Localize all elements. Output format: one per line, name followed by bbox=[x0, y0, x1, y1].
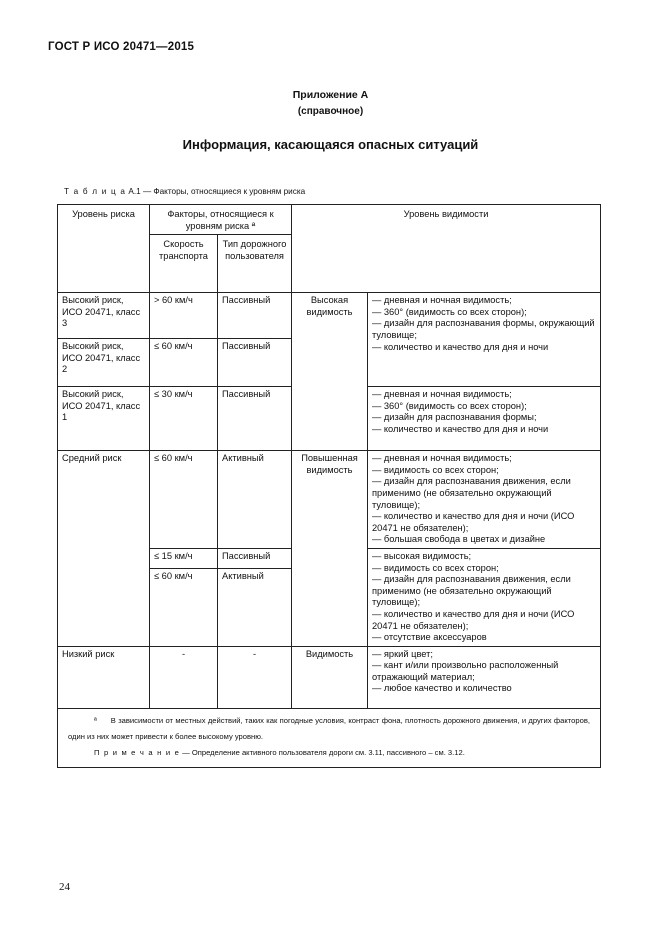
footnote-mark: ª bbox=[94, 715, 97, 725]
header-factors: Факторы, относящиеся к уровням риска ª bbox=[150, 205, 292, 235]
list-item: — количество и качество для дня и ночи bbox=[372, 423, 549, 434]
visibility-high-cell: Высокая видимость bbox=[292, 293, 368, 451]
table-caption bbox=[64, 187, 305, 196]
speed-cell: > 60 км/ч bbox=[150, 293, 218, 339]
requirements-list bbox=[368, 387, 601, 451]
list-item: — кант и/или произвольно расположенный отражающий материал; bbox=[372, 660, 559, 682]
requirements-list bbox=[368, 646, 601, 708]
list-item: — дизайн для распознавания формы, окружающий туловище; bbox=[372, 318, 595, 340]
list-item: — высокая видимость; bbox=[372, 550, 472, 561]
visibility-increased-cell: Повышенная видимость bbox=[292, 451, 368, 647]
note-text: — Определение активного пользователя дороги см. 3.11, пассивного – см. 3.12. bbox=[182, 747, 465, 757]
table-caption-prefix: Т а б л и ц а bbox=[64, 187, 127, 196]
risk-cell: Высокий риск, ИСО 20471, класс 3 bbox=[58, 293, 150, 339]
table-row bbox=[58, 646, 601, 708]
risk-cell: Средний риск bbox=[58, 451, 150, 647]
list-item: — дизайн для распознавания формы; bbox=[372, 412, 537, 423]
risk-factors-table bbox=[57, 204, 601, 768]
risk-cell: Низкий риск bbox=[58, 646, 150, 708]
list-item: — яркий цвет; bbox=[372, 648, 433, 659]
page-number: 24 bbox=[59, 881, 70, 893]
user-cell: Активный bbox=[218, 451, 292, 549]
table-footnote bbox=[68, 713, 590, 745]
user-cell: Пассивный bbox=[218, 387, 292, 451]
table-caption-text: А.1 — Факторы, относящиеся к уровням риска bbox=[128, 187, 306, 196]
list-item: — 360° (видимость со всех сторон); bbox=[372, 306, 527, 317]
list-item: — дизайн для распознавания движения, если применимо (не обязательно окружающий туловище); bbox=[372, 476, 571, 510]
list-item: — дневная и ночная видимость; bbox=[372, 453, 512, 464]
requirements-list bbox=[368, 293, 601, 387]
risk-cell: Высокий риск, ИСО 20471, класс 2 bbox=[58, 339, 150, 387]
user-cell: Активный bbox=[218, 568, 292, 646]
list-item: — дизайн для распознавания движения, если применимо (не обязательно окружающий туловище); bbox=[372, 574, 571, 608]
user-cell: - bbox=[218, 646, 292, 708]
visibility-normal-cell: Видимость bbox=[292, 646, 368, 708]
list-item: — количество и качество для дня и ночи (ИСО 20471 не обязателен); bbox=[372, 511, 575, 533]
user-cell: Пассивный bbox=[218, 548, 292, 568]
table-row bbox=[58, 451, 601, 549]
header-visibility-level: Уровень видимости bbox=[292, 205, 601, 293]
list-item: — видимость со всех сторон; bbox=[372, 562, 499, 573]
header-speed: Скорость транспорта bbox=[150, 235, 218, 293]
list-item: — видимость со всех сторон; bbox=[372, 464, 499, 475]
list-item: — количество и качество для дня и ночи (ИСО 20471 не обязателен); bbox=[372, 608, 575, 631]
speed-cell: ≤ 60 км/ч bbox=[150, 568, 218, 646]
risk-cell: Высокий риск, ИСО 20471, класс 1 bbox=[58, 387, 150, 451]
header-risk-level: Уровень риска bbox=[58, 205, 150, 293]
speed-cell: ≤ 60 км/ч bbox=[150, 339, 218, 387]
list-item: — большая свобода в цветах и дизайне bbox=[372, 534, 546, 545]
header-user-type: Тип дорожного пользователя bbox=[218, 235, 292, 293]
requirements-list bbox=[368, 548, 601, 646]
table-footer bbox=[58, 708, 601, 767]
requirements-list bbox=[368, 451, 601, 549]
footnote-text: В зависимости от местных действий, таких как погодные условия, контраст фона, плотность дорожного движения, и других факторов, один из них может привести к более высокому уровню. bbox=[68, 715, 590, 741]
user-cell: Пассивный bbox=[218, 339, 292, 387]
table-header-row bbox=[58, 205, 601, 235]
document-code: ГОСТ Р ИСО 20471—2015 bbox=[48, 41, 195, 53]
user-cell: Пассивный bbox=[218, 293, 292, 339]
speed-cell: - bbox=[150, 646, 218, 708]
list-item: — дневная и ночная видимость; bbox=[372, 295, 512, 306]
note-prefix: П р и м е ч а н и е bbox=[94, 747, 180, 757]
table-note bbox=[68, 745, 590, 761]
appendix-subtitle: (справочное) bbox=[297, 106, 364, 117]
table-row bbox=[58, 293, 601, 339]
appendix-heading: Информация, касающаяся опасных ситуаций bbox=[182, 137, 479, 152]
speed-cell: ≤ 15 км/ч bbox=[150, 548, 218, 568]
list-item: — отсутствие аксессуаров bbox=[372, 632, 487, 643]
speed-cell: ≤ 30 км/ч bbox=[150, 387, 218, 451]
appendix-title: Приложение А bbox=[292, 89, 369, 101]
list-item: — 360° (видимость со всех сторон); bbox=[372, 400, 527, 411]
list-item: — любое качество и количество bbox=[372, 683, 512, 694]
list-item: — дневная и ночная видимость; bbox=[372, 389, 512, 400]
speed-cell: ≤ 60 км/ч bbox=[150, 451, 218, 549]
list-item: — количество и качество для дня и ночи bbox=[372, 341, 549, 352]
table-footer-row bbox=[58, 708, 601, 767]
